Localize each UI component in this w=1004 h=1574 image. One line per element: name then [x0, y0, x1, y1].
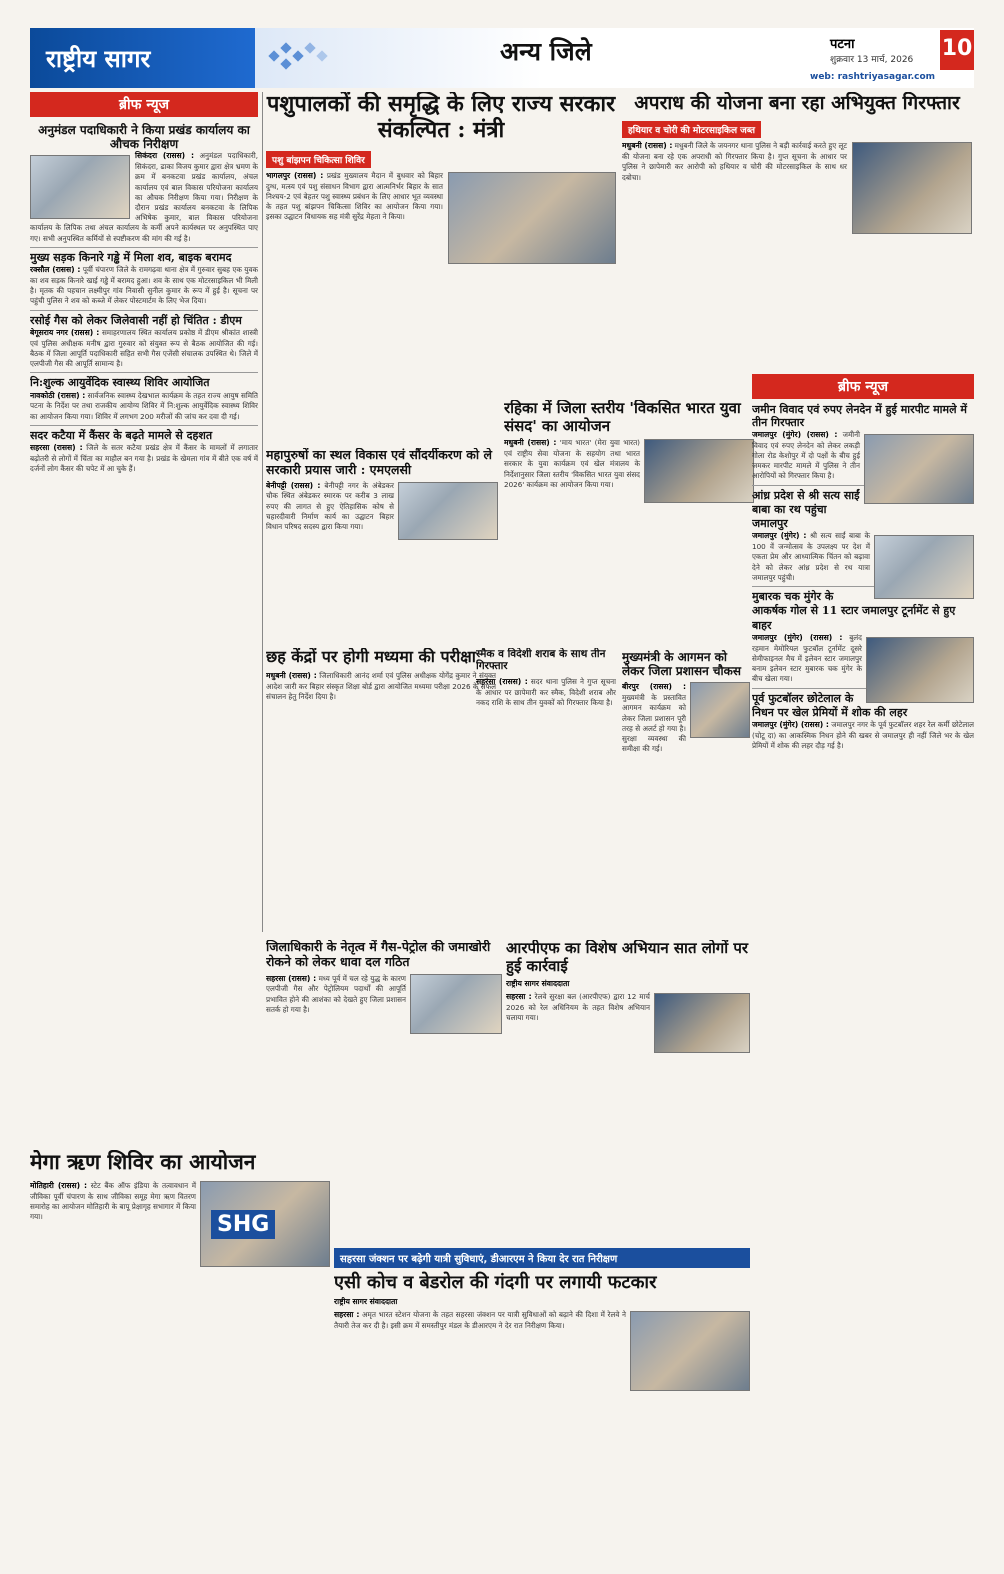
page-number: 10: [940, 30, 974, 70]
dateline: बेनीपट्टी (रासस) :: [266, 480, 321, 490]
story-body: प्रखंड मुख्यालय मैदान में बुधवार को बिहार दुग्ध, मत्स्य एवं पशु संसाधन विभाग द्वारा आत्मनिर्भर बिहार के सात निश्चय-2 एवं बेहतर पशु स्वास्थ्य प्रबंधन के लिए आधार भूत व्यवस्था के तहत पशु बांझपन चिकित्सा शिविर का आयोजन किया गया। इसका उद्घाटन विधायक सह मंत्री सुरेंद्र मेहता ने किया।: [266, 170, 443, 222]
story-headline[interactable]: मुबारक चक मुंगेर के आकर्षक गोल से 11 स्टार जमालपुर टूर्नामेंट से हुए बाहर: [752, 586, 974, 633]
website-link[interactable]: web: rashtriyasagar.com: [810, 72, 936, 82]
story-body: जिलाधिकारी आनंद शर्मा एवं पुलिस अधीक्षक योगेंद्र कुमार ने संयुक्त आदेश जारी कर बिहार संस्कृत शिक्षा बोर्ड द्वारा आयोजित मध्यमा परीक्षा 2026 के सफल संचालन हेतु निर्देश दिया है।: [266, 670, 496, 701]
dateline: रक्सौल (रासस) :: [30, 265, 81, 275]
story-body: मुख्यमंत्री के प्रस्तावित आगमन कार्यक्रम को लेकर जिला प्रशासन पूरी तरह से अलर्ट हो गया है। सुरक्षा व्यवस्था की समीक्षा की गई।: [622, 693, 686, 754]
dateline: मधुबनी (रासस) :: [504, 438, 557, 448]
lead-headline[interactable]: पशुपालकों की समृद्धि के लिए राज्य सरकार संकल्पित : मंत्री: [266, 92, 616, 143]
news-photo: [630, 1311, 750, 1391]
news-photo: [866, 637, 974, 703]
news-photo: [654, 993, 750, 1053]
section-title: अन्य जिले: [500, 37, 592, 66]
crime-story: [622, 92, 972, 392]
dateline: बेगूसराय नगर (रासस) :: [30, 327, 100, 337]
byline: राष्ट्रीय सागर संवाददाता: [506, 979, 570, 989]
edition-date: शुक्रवार 13 मार्च, 2026: [830, 55, 914, 65]
story-headline[interactable]: रसोई गैस को लेकर जिलेवासी नहीं हो चिंतित : डीएम: [30, 310, 258, 328]
mlc-headline[interactable]: महापुरुषों का स्थल विकास एवं सौंदर्यीकरण को ले सरकारी प्रयास जारी : एमएलसी: [266, 448, 492, 477]
loan-headline[interactable]: मेगा ऋण शिविर का आयोजन: [30, 1150, 256, 1174]
column-divider: [262, 92, 263, 932]
diamond-pattern-icon: [270, 38, 360, 78]
story-body: अनुमंडल पदाधिकारी, सिकंदरा, ढाका विजय कुमार द्वारा क्षेत्र भ्रमण के क्रम में बनकटवा प्रखंड कार्यालय, अंचल कार्यालय एवं बाल विकास परियोजना कार्यालय का औचक निरीक्षण किया गया। निरीक्षण के दौरान प्रखंड कार्यालय बनकटवा के लिपिक अभिषेक कुमार, बाल विकास परियोजना कार्यालय के लिपिक तथा अंचल कार्यालय के कर्मी अपने कार्यस्थल पर अनुपस्थित पाए गए। सभी अनुपस्थित कर्मियों से स्पष्टीकरण की मांग की गई है।: [30, 151, 258, 243]
dateline: सहरसा (रासस) :: [476, 676, 528, 686]
dateline: सहरसा (रासस) :: [266, 973, 317, 983]
exam-headline[interactable]: छह केंद्रों पर होगी मध्यमा की परीक्षा: [266, 648, 476, 666]
story-headline[interactable]: पूर्व फुटबॉलर छोटेलाल के निधन पर खेल प्रेमियों में शोक की लहर: [752, 688, 974, 721]
loan-camp-story: [30, 1150, 330, 1500]
dateline: जमालपुर (मुंगेर) (रासस) :: [752, 720, 829, 730]
news-photo: [644, 439, 754, 503]
right-brief-column: [752, 374, 974, 1544]
dateline: मधुबनी (रासस) :: [622, 141, 673, 151]
dateline: सहरसा :: [334, 1310, 360, 1320]
story-body: पूर्वी चंपारण जिले के रामगढ़वा थाना क्षेत्र में गुरुवार सुबह एक युवक का शव सड़क किनारे खाई गड्ढे में बरामद हुआ। शव के साथ एक मोटरसाइकिल भी मिली है। मृतक की पहचान लक्ष्मीपुर गांव निवासी सुनील कुमार के रूप में हुई है। सूचना पर पहुंची पुलिस ने शव को कब्जे में लेकर पोस्टमार्टम के लिए भेज दिया।: [30, 265, 258, 306]
newspaper-logo[interactable]: राष्ट्रीय सागर: [30, 28, 255, 88]
dateline: बीरपुर (रासस) :: [622, 682, 686, 692]
brief-news-bar: ब्रीफ न्यूज: [30, 92, 258, 117]
story-body: समाहरणालय स्थित कार्यालय प्रकोष्ठ में डीएम श्रीकांत शास्त्री एवं पुलिस अधीक्षक मनीष द्वारा गुरुवार को संयुक्त रूप से बैठक आयोजित की गई। बैठक में जिला आपूर्ति पदाधिकारी सहित सभी गैस एजेंसी संचालक उपस्थित थे। जिले में एलपीजी गैस की आपूर्ति सामान्य है।: [30, 327, 258, 369]
news-photo: [852, 142, 972, 234]
story-headline[interactable]: आंध्र प्रदेश से श्री सत्य साईं बाबा का रथ पहुंचा जमालपुर: [752, 485, 974, 532]
crime-headline[interactable]: अपराध की योजना बना रहा अभियुक्त गिरफ्तार: [634, 92, 960, 114]
mlc-story: [266, 448, 498, 638]
story-body: मधुबनी जिले के जयनगर थाना पुलिस ने बड़ी कार्रवाई करते हुए लूट की योजना बना रहे एक अपराधी को गिरफ्तार किया है। गुप्त सूचना के आधार पर पुलिस ने छापेमारी कर आरोपी को हथियार व चोरी की मोटरसाइकिल के साथ धर दबोचा।: [622, 141, 847, 182]
story-headline[interactable]: सदर कटैया में कैंसर के बढ़ते मामले से दहशत: [30, 425, 258, 443]
story-headline[interactable]: अनुमंडल पदाधिकारी ने किया प्रखंड कार्यालय का औचक निरीक्षण: [38, 123, 250, 152]
dateline: मोतिहारी (रासस) :: [30, 1180, 88, 1190]
gas-story: [266, 940, 502, 1150]
story-body: श्री सत्य साईं बाबा के 100 वें जन्मोत्सव के उपलक्ष्य पर देश में एकता प्रेम और आध्यात्मिक चिंतन को बढ़ावा देने को लेकर आंध्र प्रदेश से रथ यात्रा जमालपुर पहुंची।: [752, 531, 870, 582]
story-body: सदर थाना पुलिस ने गुप्त सूचना के आधार पर छापेमारी कर स्मैक, विदेशी शराब और नकद राशि के साथ तीन युवकों को गिरफ्तार किया है।: [476, 676, 616, 707]
story-body: सार्वजनिक स्वास्थ्य देखभाल कार्यक्रम के तहत राज्य आयुष समिति पटना के निर्देश पर तथा राजकीय आयोग्य शिविर में नि:शुल्क आयुर्वेदिक स्वास्थ्य शिविर का आयोजन किया गया। शिविर में लगभग 200 मरीजों की जांच कर दवा दी गई।: [30, 390, 258, 421]
cm-headline[interactable]: मुख्यमंत्री के आगमन को लेकर जिला प्रशासन चौकस: [622, 650, 741, 679]
story-body: 'माय भारत' (मेरा युवा भारत) एवं राष्ट्रीय सेवा योजना के सहयोग तथा भारत सरकार के युवा कार्यक्रम एवं खेल मंत्रालय के निर्देशानुसार जिला स्तरीय 'विकसित भारत युवा संसद 2026' कार्यक्रम का आयोजन किया गया।: [504, 438, 640, 489]
story-body: जमीनी विवाद एवं रुपए लेनदेन को लेकर लकड़ी गोला रोड केशोपुर में दो पक्षों के बीच हुई जमकर मारपीट मामले में पुलिस ने तीन आरोपियों को गिरफ्तार किया है।: [752, 429, 860, 481]
news-photo: [690, 682, 750, 738]
story-body: मध्य पूर्व में चल रहे युद्ध के कारण एलपीजी गैस और पेट्रोलियम पदार्थों की आपूर्ति प्रभावित होने की आशंका को देखते हुए जिला प्रशासन सतर्क हो गया है।: [266, 973, 406, 1014]
youth-headline[interactable]: रहिका में जिला स्तरीय 'विकसित भारत युवा संसद' का आयोजन: [504, 400, 741, 435]
dateline: भागलपुर (रासस) :: [266, 170, 324, 180]
exam-story: [266, 648, 496, 843]
story-headline[interactable]: जमीन विवाद एवं रुपए लेनदेन में हुई मारपीट मामले में तीन गिरफ्तार: [752, 403, 967, 429]
smack-headline[interactable]: स्मैक व विदेशी शराब के साथ तीन गिरफ्तार: [476, 648, 606, 673]
news-photo: [864, 434, 974, 504]
story-body: स्टेट बैंक ऑफ इंडिया के तत्वावधान में जीविका पूर्वी चंपारण के साथ जीविका समूह मेगा ऋण वितरण समारोह का आयोजन मोतिहारी के बापू प्रेक्षागृह सभागार में किया गया।: [30, 1180, 196, 1221]
story-body: अमृत भारत स्टेशन योजना के तहत सहरसा जंक्शन पर यात्री सुविधाओं को बढ़ाने की दिशा में रेलवे ने तैयारी तेज कर दी है। इसी क्रम में समस्तीपुर मंडल के डीआरएम ने देर रात निरीक्षण किया।: [334, 1310, 626, 1331]
story-body: जिले के सतर कटैया प्रखंड क्षेत्र में कैंसर के मामलों में लगातार बढ़ोतरी से लोगों में चिंता का माहौल बन गया है। प्रखंड के खेमला गांव में बीते एक वर्ष में दर्जनों लोग कैंसर की चपेट में आ चुके हैं।: [30, 443, 258, 474]
photo-banner-text: SHG: [211, 1210, 275, 1239]
dateline: नावकोठी (रासस) :: [30, 390, 86, 400]
story-tag: हथियार व चोरी की मोटरसाइकिल जब्त: [622, 121, 761, 138]
rpf-story: [506, 940, 750, 1150]
news-photo: [410, 974, 502, 1034]
dateline: मधुबनी (रासस) :: [266, 670, 317, 680]
page-footer: [0, 1548, 1004, 1574]
ac-coach-story: [334, 1248, 750, 1544]
news-photo: [200, 1181, 330, 1267]
news-photo: [874, 535, 974, 599]
news-photo: [30, 155, 130, 219]
story-body: बुलंद रहमान मेमोरियल फुटबॉल टूर्नामेंट दूसरे सेमीफाइनल मैच में इलेवन स्टार जमालपुर बनाम इलेवन स्टार मुबारक चक मुंगेर के बीच खेला गया।: [752, 633, 862, 684]
left-brief-column: [30, 92, 258, 932]
story-body: जमालपुर नगर के पूर्व फुटबॉलर शहर रेल कर्मी छोटेलाल (चोटू दा) का आकस्मिक निधन होने की खबर से जमालपुर ही नहीं जिले भर के खेल प्रेमियों में शोक की लहर दौड़ गई है।: [752, 720, 974, 751]
dateline: सिकंदरा (रासस) :: [135, 151, 195, 161]
news-photo: [398, 482, 498, 540]
dateline: सहरसा (रासस) :: [30, 443, 83, 453]
dateline: जमालपुर (मुंगेर) :: [752, 531, 807, 541]
story-body: बेनीपट्टी नगर के अंबेडकर चौक स्थित अंबेडकर स्मारक पर करीब 3 लाख रुपए की लागत से हुए ऐतिहासिक कोष से चहारदीवारी निर्माण कार्य का उद्घाटन बिहार विधान परिषद सदस्य द्वारा किया गया।: [266, 480, 394, 531]
byline: राष्ट्रीय सागर संवाददाता: [334, 1297, 398, 1307]
story-banner: सहरसा जंक्शन पर बढ़ेगी यात्री सुविधाएं, डीआरएम ने किया देर रात निरीक्षण: [334, 1248, 750, 1268]
dateline: जमालपुर (मुंगेर) (रासस) :: [752, 429, 838, 439]
edition-city: पटना: [830, 37, 855, 52]
story-body: रेलवे सुरक्षा बल (आरपीएफ) द्वारा 12 मार्च 2026 को रेल अधिनियम के तहत विशेष अभियान चलाया गया।: [506, 992, 650, 1023]
youth-parliament-story: [504, 400, 754, 638]
dateline: सहरसा :: [506, 992, 532, 1002]
lead-story: [266, 92, 616, 444]
story-headline[interactable]: नि:शुल्क आयुर्वेदिक स्वास्थ्य शिविर आयोजित: [30, 372, 258, 390]
brief-news-bar: ब्रीफ न्यूज: [752, 374, 974, 399]
ac-headline[interactable]: एसी कोच व बेडरोल की गंदगी पर लगायी फटकार: [334, 1272, 657, 1293]
rpf-headline[interactable]: आरपीएफ का विशेष अभियान सात लोगों पर हुई कार्रवाई: [506, 940, 748, 975]
masthead: [30, 28, 974, 88]
story-tag: पशु बांझपन चिकित्सा शिविर: [266, 151, 371, 168]
smack-story: [476, 648, 616, 843]
news-photo: [448, 172, 616, 264]
gas-headline[interactable]: जिलाधिकारी के नेतृत्व में गैस-पेट्रोल की जमाखोरी रोकने को लेकर धावा दल गठित: [266, 940, 491, 969]
story-headline[interactable]: मुख्य सड़क किनारे गड्ढे में मिला शव, बाइक बरामद: [30, 247, 258, 265]
dateline: जमालपुर (मुंगेर) (रासस) :: [752, 633, 843, 643]
cm-visit-story: [622, 650, 750, 940]
